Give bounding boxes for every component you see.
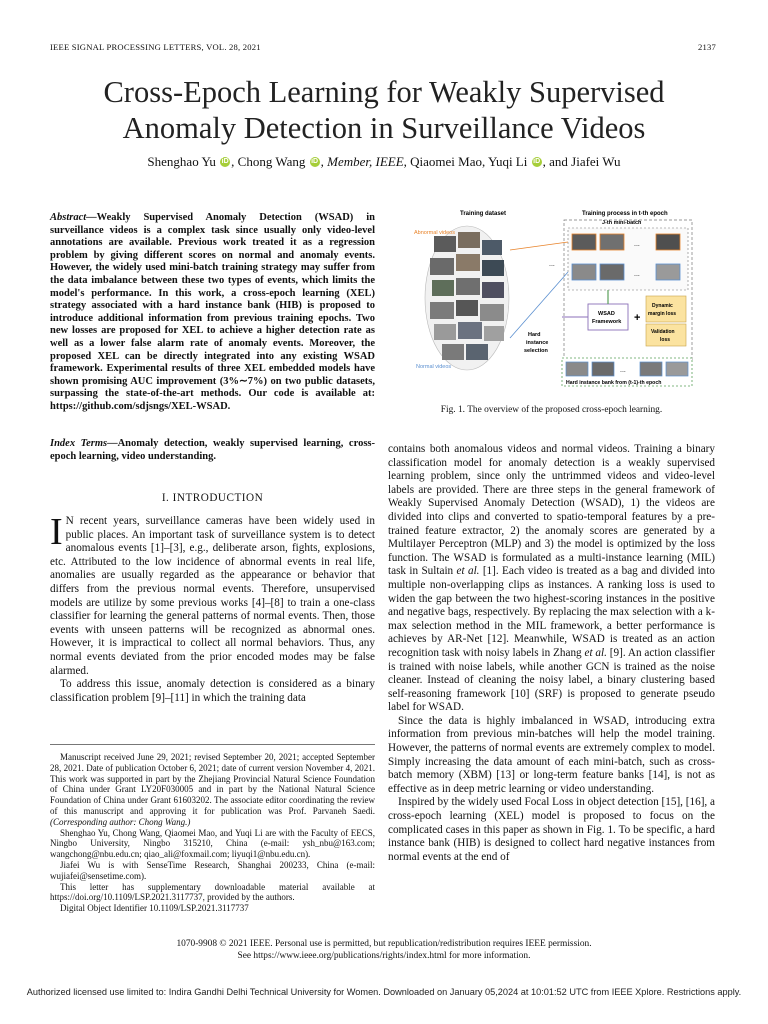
fig-dyn-loss-line2: margin loss: [648, 311, 677, 317]
fig-frame: [456, 300, 478, 316]
fig-abnormal-label: Abnormal videos: [414, 230, 455, 236]
orcid-icon[interactable]: iD: [311, 158, 319, 165]
intro-paragraph-2: To address this issue, anomaly detection is considered as a binary classification problem [9]–[11] in which the training data: [50, 678, 375, 704]
fig-frame: [600, 264, 624, 280]
fig-frame: [566, 362, 588, 376]
figure-1-diagram: [412, 208, 696, 394]
fig-minibatch: J-th mini-batch: [602, 220, 642, 226]
index-terms: [50, 438, 375, 463]
fig-frame: [456, 278, 480, 295]
right-paragraph-1: contains both anomalous videos and normal videos. Training a binary classification model for anomaly detection is a weakly supervised learning problem, since only the untrimmed videos and video-level labels are provided. There are three steps in the general framework of Weakly Supervised Anomaly Detection (WSAD), 1) the videos are divided into clips and converted to spatio-temporal features by a pre-trained feature extractor, 2) the anomaly scores are generated by a Multilayer Perceptron (MLP) and 3) the model is optimized by the loss function. The WSAD is formulated as a multi-instance learning (MIL) task in Sultain: [388, 443, 715, 578]
fig-arrow: [510, 272, 568, 338]
fig-wsad-box: [588, 304, 628, 330]
paper-title: [40, 74, 728, 146]
right-paragraph-2: Since the data is highly imbalanced in WSAD, introducing extra information from previous min-batches will help the model training. However, the patterns of normal events are extremely complex to model. Simply increasing the data amount of each mini-batch, such as cross-batch memory (XBM) [13] or long-term feature banks [14], is not as effective as in deep metric learning or video understanding.: [388, 714, 715, 795]
orcid-icon[interactable]: iD: [533, 158, 541, 165]
footnote-3: Jiafei Wu is with SenseTime Research, Shanghai 200233, China (e-mail: wujiafei@sensetime.com).: [50, 859, 375, 881]
footnote-rule: [50, 744, 375, 745]
right-etal-1: et al.: [456, 565, 480, 578]
right-column-text: [388, 443, 715, 864]
index-terms-text: —Anomaly detection, weakly supervised learning, cross-epoch learning, video understanding.: [50, 438, 375, 462]
fig-training-process: Training process in t-th epoch: [582, 211, 668, 217]
fig-frame: [656, 234, 680, 250]
abstract-text: —Weakly Supervised Anomaly Detection (WSAD) in surveillance videos is a complex task since usually only video-level annotations are available. Previous work treated it as a regression problem by giving different scores on normal and anomaly events. However, the widely used mini-batch training strategy may suffer from the data imbalance between these two types of events, which limits the model's performance. In this work, a cross-epoch learning (XEL) strategy associated with a hard instance bank (HIB) is proposed to introduce additional information from previous training epochs. Two new losses are proposed for XEL to achieve a higher detection rate as well as a lower false alarm rate of anomaly events. Moreover, the proposed XEL can be directly integrated into any existing WSAD framework. Experimental results of three XEL embedded models have shown promising AUC improvement (3%∼7%) on two public datasets, surpassing the state-of-the-art methods. Our code is available at: https://github.com/sdjsngs/XEL-WSAD.: [50, 212, 375, 412]
fig-frame: [600, 234, 624, 250]
fig-frame: [434, 324, 456, 340]
fig-hard-label-1: Hard: [528, 332, 541, 338]
authorized-use-notice: Authorized licensed use limited to: Indira Gandhi Delhi Technical University for Women. Downloaded on January 05,2024 at 10:01:52 UTC from IEEE Xplore. Restrictions apply.: [26, 987, 742, 997]
fig-frame: [592, 362, 614, 376]
title-line-2: Anomaly Detection in Surveillance Videos: [122, 111, 646, 145]
fig-frame: [466, 344, 488, 360]
orcid-icon[interactable]: iD: [221, 158, 229, 165]
figure-1: [412, 208, 696, 394]
abstract: [50, 212, 375, 414]
fig-frame: [482, 260, 504, 276]
fig-bank-label: Hard instance bank from (t-1)-th epoch: [566, 380, 662, 386]
fig-hard-label-2: instance: [526, 340, 549, 346]
fig-val-loss-line2: loss: [660, 337, 671, 343]
fig-frame: [484, 326, 504, 341]
fig-plus: +: [634, 312, 641, 324]
journal-header: IEEE SIGNAL PROCESSING LETTERS, VOL. 28, 2021: [50, 42, 261, 52]
fig-dyn-loss-line1: Dynamic: [652, 303, 673, 309]
author-4[interactable]: , and Jiafei Wu: [542, 154, 621, 169]
fig-frame: [458, 322, 482, 339]
fig-frame: [572, 264, 596, 280]
fig-frame: [432, 280, 454, 296]
fig-training-dataset: Training dataset: [460, 211, 507, 217]
title-line-1: Cross-Epoch Learning for Weakly Supervised: [103, 75, 665, 109]
fig-framework-label: Framework: [592, 319, 622, 325]
fig-dots: ...: [634, 271, 640, 278]
fig-frame: [572, 234, 596, 250]
author-1[interactable]: Shenghao Yu: [147, 154, 216, 169]
footnote-1-italic: (Corresponding author: Chong Wang.): [50, 816, 191, 827]
footnotes: [50, 752, 375, 914]
footnote-5: Digital Object Identifier 10.1109/LSP.2021.3117737: [60, 903, 249, 914]
fig-dots: ...: [549, 261, 555, 268]
fig-frame: [480, 304, 504, 321]
author-list: [40, 154, 728, 170]
intro-paragraph-1: N recent years, surveillance cameras have been widely used in public places. An important task of surveillance system is to detect anomalous events [1]–[3], e.g., deliberate arson, fights, explosions, etc. Attributed to the low incidence of abnormal events in real life, anomalies are usually regarded as the appearance or behavior that differs from the previous normal events. Therefore, unsupervised models are utilize by some previous works [4]–[8] to train a one-class classifier for learning the general patterns of normal events. Then, those events with unseen patterns will be recognized as abnormal ones. However, it is impractical to collect all normal behaviors. Thus, any normal events deviated from the prior encoded modes may be false alarmed.: [50, 515, 375, 677]
footnote-4[interactable]: This letter has supplementary downloadable material available at https://doi.org/10.1109/LSP.2021.3117737, provided by the authors.: [50, 881, 375, 903]
fig-frame: [458, 232, 480, 248]
fig-dyn-loss-box: [646, 296, 686, 322]
copyright: [40, 939, 728, 962]
fig-frame: [434, 236, 456, 252]
index-terms-label: Index Terms: [50, 438, 108, 449]
author-2[interactable]: , Chong Wang: [231, 154, 306, 169]
footnote-1: Manuscript received June 29, 2021; revised September 20, 2021; accepted September 28, 2021. Date of publication October 6, 2021; date of current version November 4, 2021. This work was supported in part by the Zhejiang Provincial Natural Science Foundation of China under Grant LY20F030005 and in part by the National Natural Science Foundation of China under Grant 61603202. The associate editor coordinating the review of this manuscript and approving it for publication was Prof. Parvaneh Saedi.: [50, 752, 375, 816]
fig-val-loss-line1: Validation: [651, 329, 675, 335]
fig-frame: [640, 362, 662, 376]
right-paragraph-1c: [9]. An action classifier is trained with noise labels, while another GCN is trained as the noise cleaner. Instead of cleaning the noisy label, a binary clustering based self-reasoning framework [10] (SRF) is proposed to generate pseudo label for WSAD.: [388, 646, 715, 714]
fig-dots: ...: [620, 367, 626, 374]
fig-frame: [430, 302, 454, 319]
copyright-line-2[interactable]: See https://www.ieee.org/publications/rights/index.html for more information.: [237, 950, 531, 961]
drop-cap: I: [50, 511, 63, 553]
fig-frame: [482, 240, 502, 255]
right-paragraph-1b: [1]. Each video is treated as a bag and divided into multiple non-overlapping clips as instances. A ranking loss is used to widen the gap between the two highest-scoring instances in the positive and negative bags, respectively. By replacing the max selection with a k-max selection method in the MIL framework, a better performance is achieves by AR-Net [12]. Meanwhile, WSAD is treated as an action recognition task with noisy labels in Zhang: [388, 565, 715, 659]
right-paragraph-3: Inspired by the widely used Focal Loss in object detection [15], [16], a cross-epoch learning (XEL) model is proposed to focus on the complicated cases in this paper as shown in Fig. 1. To be specific, a hard instance bank (HIB) is designed to collect hard negative instances from normal events at the end of: [388, 796, 715, 863]
figure-caption: Fig. 1. The overview of the proposed cross-epoch learning.: [440, 405, 663, 415]
fig-hard-label-3: selection: [524, 348, 548, 354]
fig-frame: [666, 362, 688, 376]
fig-wsad-label: WSAD: [598, 311, 615, 317]
intro-text: [50, 511, 375, 705]
footnote-2: Shenghao Yu, Chong Wang, Qiaomei Mao, and Yuqi Li are with the Faculty of EECS, Ningbo University, Ningbo 315210, China (e-mail: ysh_nbu@163.com; wangchong@nbu.edu.cn; qiao_ali@foxmail.com; liyuqi1@nbu.edu.cn).: [50, 827, 375, 860]
fig-frame: [656, 264, 680, 280]
fig-frame: [430, 258, 454, 275]
fig-frame: [456, 254, 480, 271]
copyright-line-1: 1070-9908 © 2021 IEEE. Personal use is permitted, but republication/redistribution requires IEEE permission.: [176, 939, 592, 949]
section-title: I. INTRODUCTION: [161, 492, 264, 504]
author-2-role: , Member, IEEE: [320, 154, 404, 169]
fig-dots: ...: [634, 241, 640, 248]
fig-frame: [482, 282, 504, 298]
abstract-label: Abstract: [50, 212, 87, 223]
page-number: 2137: [698, 42, 716, 52]
fig-normal-label: Normal videos: [416, 364, 452, 370]
fig-frame: [442, 344, 464, 360]
fig-arrow: [510, 242, 568, 250]
author-3[interactable]: , Qiaomei Mao, Yuqi Li: [403, 154, 528, 169]
right-etal-2: et al.: [584, 646, 607, 659]
